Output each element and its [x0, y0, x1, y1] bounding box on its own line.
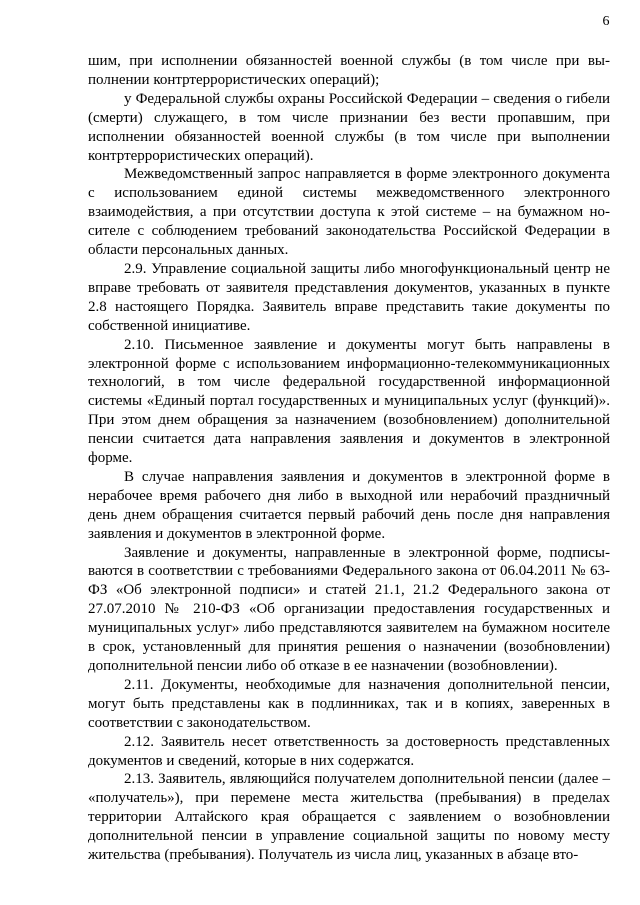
body-text — [88, 52, 610, 865]
paragraph-2-11: 2.11. Документы, необходимые для назначения дополнительной пенсии, могут быть представлены как в подлинниках, так и в копиях, заверенных в соответствии с законодательством. — [88, 676, 610, 731]
paragraph-electronic-signature: Заявление и документы, направленные в электронной форме, подписываются в соответствии с требованиями Федерального закона от 06.04.2011 № 63-ФЗ «Об электронной подписи» и статей 21.1, 21.2 Федерального закона от 27.07.2010 № 210-ФЗ «Об организации предоставления государственных и муниципальных услуг» либо представляются заявителем на бумажном носителе в срок, установленный для принятия решения о назначении (возобновлении) дополнительной пенсии либо об отказе в ее назначении (возобновлении). — [88, 544, 610, 674]
paragraph-2-9: 2.9. Управление социальной защиты либо многофункциональный центр не вправе требовать от заявителя представления документов, указанных в пункте 2.8 настоящего Порядка. Заявитель вправе представить такие документы по собственной инициативе. — [88, 260, 610, 334]
paragraph-fso: у Федеральной службы охраны Российской Федерации – сведения о гибели (смерти) служащего, в том числе признании без вести пропавшим, при исполнении обязанностей военной службы (в том числе при выполнении контртеррористических операций). — [88, 90, 610, 164]
paragraph-2-10: 2.10. Письменное заявление и документы могут быть направлены в электронной форме с использованием информационно-телекоммуникационных технологий, в том числе федеральной государственной информационной системы «Единый портал государственных и муниципальных услуг (функций)». При этом днем обращения за назначением (возобновлением) дополнительной пенсии считается дата направления заявления и документов в электронной форме. — [88, 336, 610, 467]
paragraph-2-12: 2.12. Заявитель несет ответственность за достоверность представленных документов и сведений, которые в них содержатся. — [88, 733, 610, 769]
paragraph-interagency-request: Межведомственный запрос направляется в форме электронного документа с использованием единой системы межведомственного электронного взаимодействия, а при отсутствии доступа к этой системе – на бумажном носителе с соблюдением требований законодательства Российской Федерации в области персональных данных. — [88, 166, 610, 259]
paragraph-2-13: 2.13. Заявитель, являющийся получателем дополнительной пенсии (далее – «получатель»), при перемене места жительства (пребывания) в пределах территории Алтайского края обращается с заявлением о возобновлении дополнительной пенсии в управление социальной защиты по новому месту жительства (пребывания). Получатель из числа лиц, указанных в абзаце вто- — [88, 771, 610, 864]
page-number: 6 — [602, 14, 610, 29]
paragraph-continuation: шим, при исполнении обязанностей военной службы (в том числе при выполнении контртеррористических операций); — [88, 53, 610, 88]
paragraph-non-working-time: В случае направления заявления и документов в электронной форме в нерабочее время рабочего дня либо в выходной или нерабочий праздничный день днем обращения считается первый рабочий день после дня направления заявления и документов в электронной форме. — [88, 468, 610, 542]
